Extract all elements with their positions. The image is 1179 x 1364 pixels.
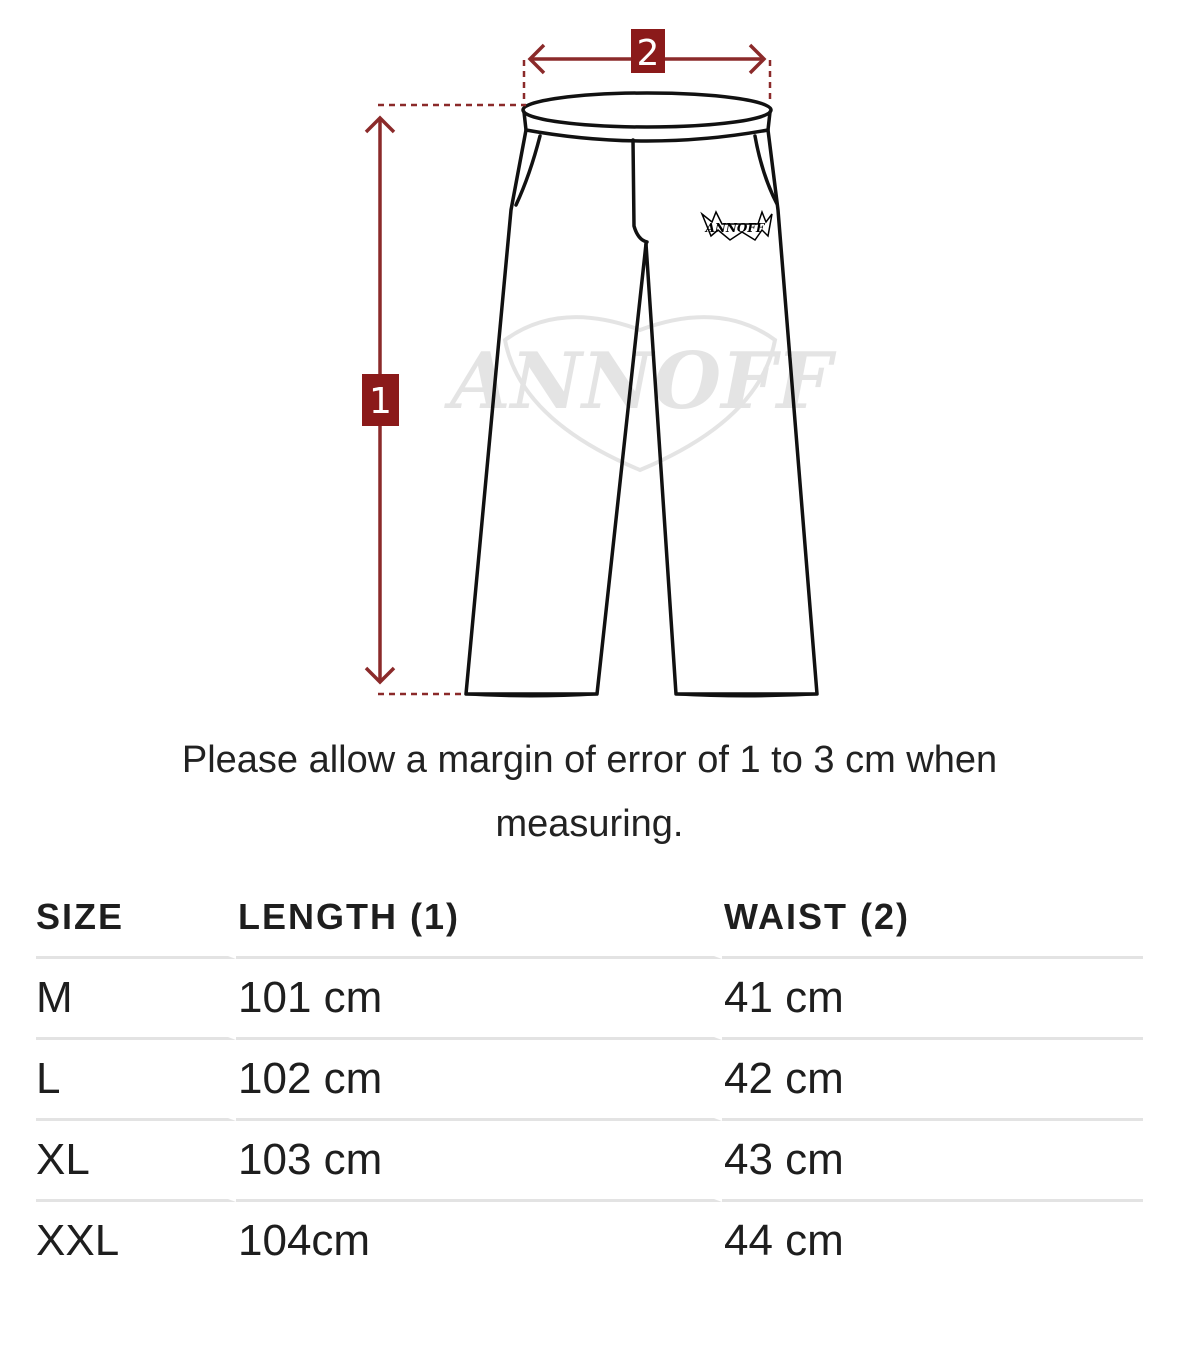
- header-length: LENGTH (1): [236, 878, 722, 959]
- waist-marker-label: 2: [636, 33, 660, 74]
- cell-size: L: [36, 1040, 236, 1121]
- table-row: [36, 959, 1143, 1040]
- measurement-note: Please allow a margin of error of 1 to 3 cm when measuring.: [181, 739, 998, 845]
- cell-length: 103 cm: [236, 1121, 722, 1202]
- cell-waist: 43 cm: [722, 1121, 1143, 1202]
- cell-size: M: [36, 959, 236, 1040]
- table-row: [36, 1040, 1143, 1121]
- size-table: [36, 878, 1143, 1280]
- svg-text:ANNOFF: ANNOFF: [705, 221, 765, 235]
- table-row: [36, 1121, 1143, 1202]
- cell-length: 101 cm: [236, 959, 722, 1040]
- waist-badge: [631, 29, 665, 74]
- length-badge: [362, 374, 399, 426]
- watermark-logo: [443, 317, 836, 470]
- cell-length: 102 cm: [236, 1040, 722, 1121]
- header-waist: WAIST (2): [722, 878, 1143, 959]
- cell-waist: 44 cm: [724, 1216, 844, 1265]
- cell-waist: 42 cm: [722, 1040, 1143, 1121]
- brand-logo: [702, 212, 772, 240]
- svg-text:ANNOFF: ANNOFF: [450, 336, 832, 427]
- cell-waist: 41 cm: [722, 959, 1143, 1040]
- header-size: SIZE: [36, 878, 236, 959]
- cell-size: XXL: [36, 1202, 236, 1280]
- cell-size: XL: [36, 1121, 236, 1202]
- table-header-row: [36, 878, 1143, 959]
- table-row: [36, 1202, 1143, 1280]
- length-marker-label: 1: [369, 381, 392, 422]
- cell-length: 104cm: [236, 1202, 722, 1280]
